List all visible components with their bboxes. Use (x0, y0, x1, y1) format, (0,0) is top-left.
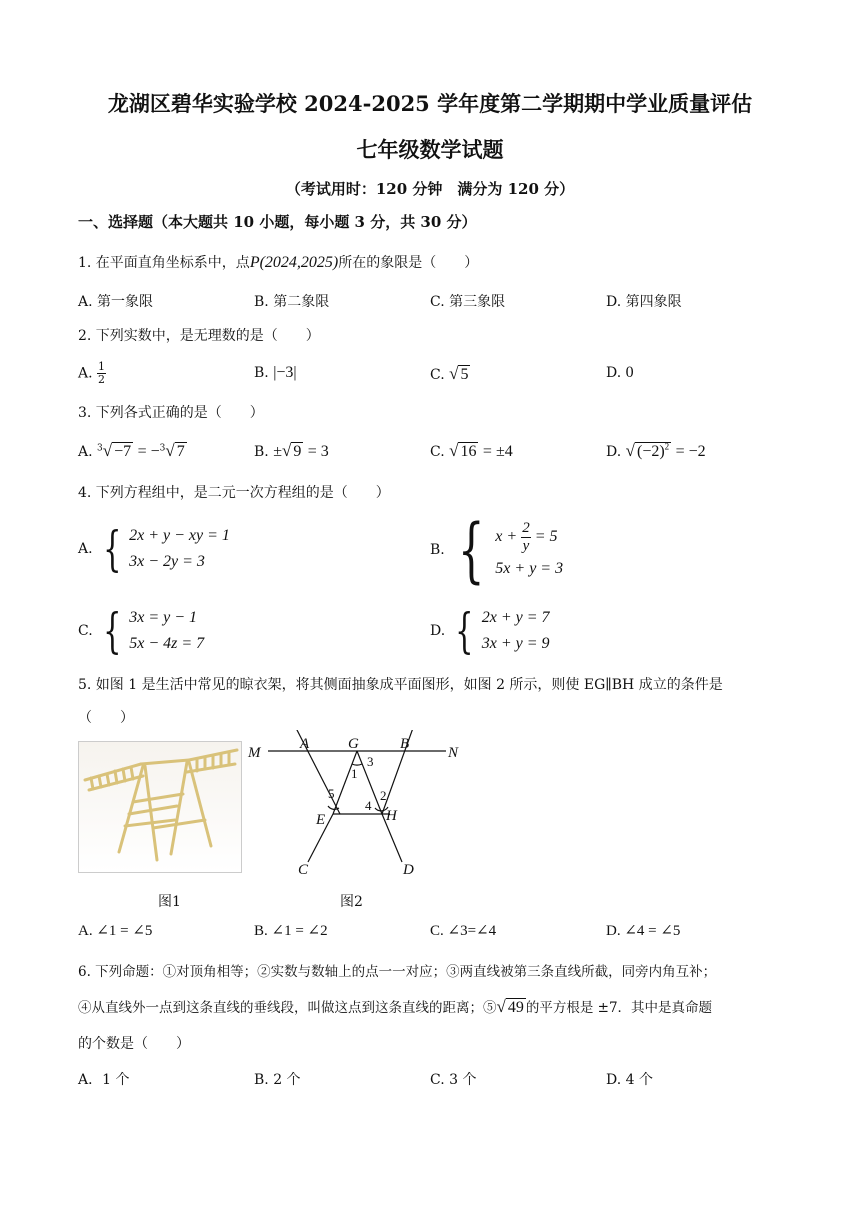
q6-option-a: A．1 个 (78, 1072, 130, 1088)
q3-a-label: A. (78, 444, 93, 460)
radical-icon: √ (449, 364, 459, 383)
question-5-stem-2: （ ） (78, 710, 134, 726)
q1-option-a: A. 第一象限 (78, 294, 154, 310)
q4-a-eq2: 3x − 2y = 3 (129, 553, 205, 570)
question-6-line-3: 的个数是（ ） (78, 1036, 190, 1052)
q4-c-label: C. (78, 623, 93, 639)
q3-d-radicand: (−2) (636, 443, 665, 460)
q4-b-eq1-post: = 5 (534, 528, 558, 545)
label-b: B (400, 736, 410, 752)
question-4-stem: 4. 下列方程组中，是二元一次方程组的是（ ） (78, 485, 390, 501)
q4-b-den: y (522, 537, 530, 554)
q2-option-c (430, 364, 470, 384)
q3-a-equals: = − (137, 443, 160, 460)
q3-a-radicand-right: 7 (176, 443, 185, 460)
question-3-stem: 3. 下列各式正确的是（ ） (78, 405, 264, 421)
q2-a-label: A. (78, 365, 93, 382)
exam-title: 龙湖区碧华实验学校 2024-2025 学年度第二学期期中学业质量评估 (107, 91, 753, 116)
label-angle-4: 4 (365, 798, 372, 813)
q3-c-label: C. (430, 444, 445, 460)
q3-a-root-index: 3 (97, 443, 103, 454)
q3-option-a (78, 441, 187, 461)
q2-d-value: 0 (625, 364, 634, 381)
label-angle-3: 3 (367, 754, 374, 769)
q5-option-c: C. ∠3=∠4 (430, 923, 497, 939)
question-5-stem: 5. 如图 1 是生活中常见的晾衣架，将其侧面抽象成平面图形，如图 2 所示，则使 EG∥BH 成立的条件是 (78, 677, 723, 693)
q1-point: P(2024,2025) (249, 254, 339, 271)
brace-icon: { (102, 521, 121, 577)
q3-c-radicand: 16 (460, 443, 477, 460)
q2-option-a (78, 361, 106, 386)
q1-option-c: C. 第三象限 (430, 294, 506, 310)
q6-option-c: C. 3 个 (430, 1072, 477, 1088)
q3-d-exponent: 2 (664, 441, 670, 452)
radical-icon: √ (165, 441, 175, 460)
figure-1-photo (78, 741, 242, 873)
q3-b-radicand: 9 (293, 443, 302, 460)
q4-b-eq1-pre: x + (495, 528, 518, 545)
brace-icon: { (457, 509, 485, 591)
question-2-stem: 2. 下列实数中，是无理数的是（ ） (78, 328, 320, 344)
q6-option-b: B. 2 个 (254, 1072, 301, 1088)
q4-b-label: B. (430, 542, 445, 558)
label-angle-1: 1 (351, 766, 358, 781)
q2-a-den: 2 (98, 373, 106, 386)
q4-option-a (78, 523, 230, 575)
q5-option-d: D. ∠4 = ∠5 (606, 923, 681, 939)
q6-option-d: D. 4 个 (606, 1072, 653, 1088)
q4-d-label: D. (430, 623, 446, 639)
q2-d-label: D. (606, 365, 622, 381)
label-n: N (448, 745, 459, 761)
radical-icon: √ (625, 441, 635, 460)
label-angle-2: 2 (380, 788, 387, 803)
q4-b-num: 2 (522, 519, 530, 536)
q2-a-fraction (97, 361, 106, 386)
q2-c-label: C. (430, 367, 445, 383)
brace-icon: { (455, 603, 474, 659)
q3-option-c (430, 441, 513, 461)
question-6-line-2 (78, 996, 712, 1017)
radical-icon: √ (496, 997, 506, 1016)
q3-d-label: D. (606, 444, 622, 460)
label-h: H (386, 808, 397, 824)
label-a: A (300, 736, 310, 752)
q4-c-eq1: 3x = y − 1 (129, 609, 198, 626)
figure-2-diagram (240, 730, 470, 880)
line-g-e (333, 751, 357, 814)
q3-b-label: B. (254, 444, 269, 460)
q3-c-result: = ±4 (482, 443, 513, 460)
section-heading: 一、选择题（本大题共 10 小题，每小题 3 分，共 30 分） (78, 213, 477, 231)
q3-a-root-index-right: 3 (159, 443, 166, 454)
q3-option-b (254, 441, 329, 461)
q4-c-eq2: 5x − 4z = 7 (129, 635, 205, 652)
exam-subtitle: 七年级数学试题 (356, 137, 504, 162)
q2-option-d (606, 364, 634, 382)
q4-option-b (430, 509, 564, 591)
q1-stem-after: 所在的象限是（ ） (338, 255, 479, 271)
q1-option-b: B. 第二象限 (254, 294, 330, 310)
q4-option-c (78, 605, 204, 657)
q5-option-a: A. ∠1 = ∠5 (78, 923, 153, 939)
q4-d-eq1: 2x + y = 7 (481, 609, 550, 626)
q3-b-pm: ± (273, 443, 282, 460)
q3-a-radicand-left: −7 (114, 443, 132, 460)
q4-b-eq2: 5x + y = 3 (495, 560, 564, 577)
figure-2-caption: 图2 (340, 894, 363, 910)
q4-a-eq1: 2x + y − xy = 1 (129, 527, 230, 544)
q2-b-label: B. (254, 365, 269, 381)
label-d: D (403, 862, 414, 878)
exam-info: （考试用时：120 分钟 满分为 120 分） (285, 180, 575, 198)
question-1-stem (78, 252, 478, 272)
q4-option-d (430, 605, 550, 657)
q6-line2-after: 的平方根是 ±7．其中是真命题 (525, 1000, 713, 1016)
q3-b-result: = 3 (307, 443, 329, 460)
label-g: G (348, 736, 359, 752)
q6-line2-before: ④从直线外一点到这条直线的垂线段，叫做这点到这条直线的距离；⑤ (78, 1000, 497, 1016)
brace-icon: { (102, 603, 122, 659)
q6-radicand: 49 (507, 999, 524, 1016)
q2-option-b (254, 364, 297, 382)
q2-b-value: |−3| (273, 364, 297, 381)
angle-arc-1 (352, 764, 362, 765)
label-m: M (248, 745, 261, 761)
radical-icon: √ (102, 441, 113, 460)
q2-c-radicand: 5 (460, 366, 469, 383)
q4-d-eq2: 3x + y = 9 (481, 635, 550, 652)
question-6-line-1: 6. 下列命题：①对顶角相等；②实数与数轴上的点一一对应；③两直线被第三条直线所截，同旁内角互补； (78, 964, 717, 980)
q4-a-label: A. (78, 541, 93, 557)
drying-rack-icon (79, 742, 241, 872)
q1-option-d: D. 第四象限 (606, 294, 682, 310)
figure-1-caption: 图1 (158, 894, 181, 910)
radical-icon: √ (449, 441, 459, 460)
label-e: E (316, 812, 326, 828)
label-c: C (298, 862, 309, 878)
radical-icon: √ (281, 441, 292, 460)
q3-d-result: = −2 (675, 443, 706, 460)
q1-stem-before: 1. 在平面直角坐标系中，点 (78, 255, 250, 271)
q2-a-num: 1 (98, 360, 106, 373)
q5-option-b: B. ∠1 = ∠2 (254, 923, 328, 939)
q3-option-d (606, 441, 706, 461)
label-angle-5: 5 (328, 786, 335, 801)
